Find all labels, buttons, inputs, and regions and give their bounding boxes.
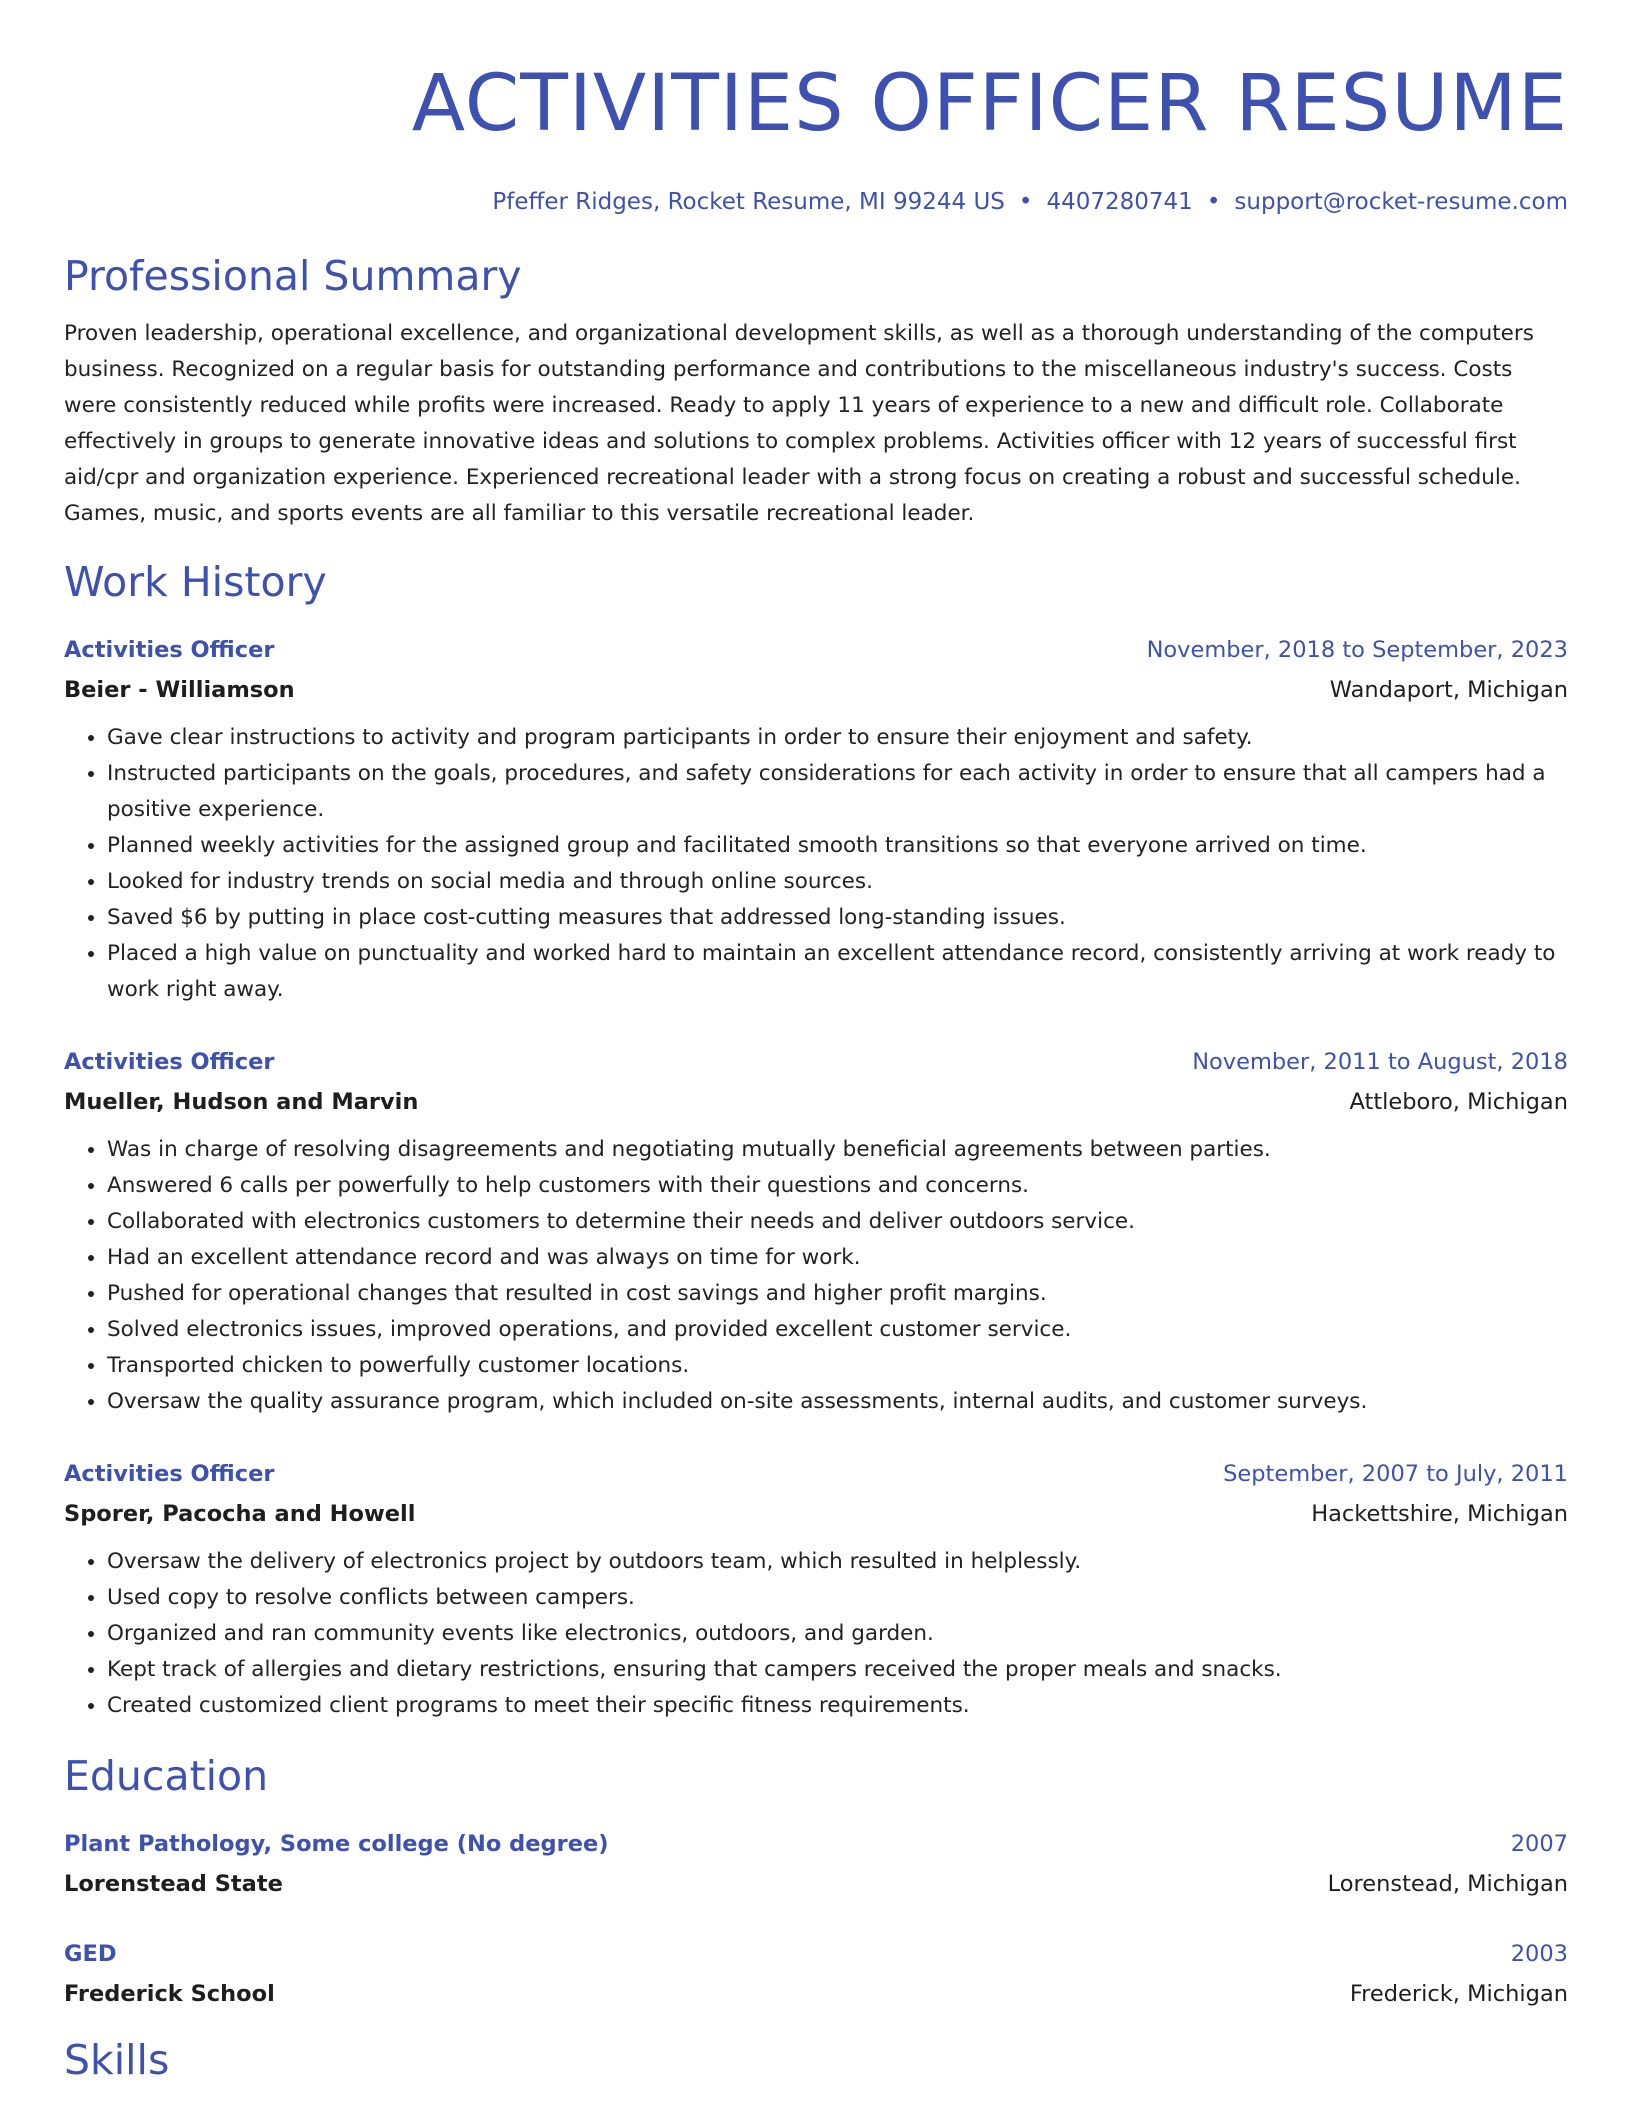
job-company: Beier - Williamson — [64, 677, 295, 703]
job-company-row — [64, 1494, 1568, 1534]
education-year: 2007 — [1510, 1831, 1568, 1857]
job-location: Wandaport, Michigan — [1329, 677, 1568, 703]
job-bullet: • Planned weekly activities for the assigned group and facilitated smooth transitions so that everyone arrived on time. — [107, 828, 1568, 864]
contact-address: Pfeffer Ridges, Rocket Resume, MI 99244 US — [492, 189, 1005, 215]
job-dates: September, 2007 to July, 2011 — [1223, 1461, 1568, 1487]
job-header-row — [64, 1454, 1568, 1494]
education-entry — [64, 1824, 1568, 1904]
education-location: Frederick, Michigan — [1349, 1981, 1568, 2007]
job-bullet: • Placed a high value on punctuality and worked hard to maintain an excellent attendance record, consistently arriving at work ready to work right away. — [107, 936, 1568, 1008]
job-bullet: • Instructed participants on the goals, procedures, and safety considerations for each activity in order to ensure that all campers had a positive experience. — [107, 756, 1568, 828]
education-school-row — [64, 1864, 1568, 1904]
contact-phone: 4407280741 — [1046, 189, 1193, 215]
education-school: Lorenstead State — [64, 1871, 283, 1897]
job-role: Activities Officer — [64, 1049, 275, 1075]
job-company-row — [64, 670, 1568, 710]
job-entry — [64, 1042, 1568, 1420]
job-bullet: • Had an excellent attendance record and was always on time for work. — [107, 1240, 1568, 1276]
job-dates: November, 2011 to August, 2018 — [1192, 1049, 1568, 1075]
job-bullet: • Used copy to resolve conflicts between campers. — [107, 1580, 1568, 1616]
job-dates: November, 2018 to September, 2023 — [1146, 637, 1568, 663]
education-heading: Education — [64, 1752, 269, 1800]
resume-page — [64, 0, 1568, 2090]
education-degree: Plant Pathology, Some college (No degree) — [64, 1831, 609, 1857]
job-bullet: • Gave clear instructions to activity and program participants in order to ensure their enjoyment and safety. — [107, 720, 1568, 756]
job-header-row — [64, 630, 1568, 670]
job-bullet: • Was in charge of resolving disagreements and negotiating mutually beneficial agreements between parties. — [107, 1132, 1568, 1168]
job-bullet: • Collaborated with electronics customers to determine their needs and deliver outdoors service. — [107, 1204, 1568, 1240]
contact-separator: • — [1206, 189, 1221, 215]
education-entry — [64, 1934, 1568, 2014]
education-header-row — [64, 1934, 1568, 1974]
job-entry — [64, 1454, 1568, 1724]
job-bullets — [64, 1132, 1568, 1420]
job-bullet: • Answered 6 calls per powerfully to help customers with their questions and concerns. — [107, 1168, 1568, 1204]
education-school-row — [64, 1974, 1568, 2014]
skills-heading: Skills — [64, 2036, 170, 2084]
education-location: Lorenstead, Michigan — [1327, 1871, 1568, 1897]
education-year: 2003 — [1510, 1941, 1568, 1967]
education-school: Frederick School — [64, 1981, 275, 2007]
resume-title: ACTIVITIES OFFICER RESUME — [411, 59, 1568, 149]
job-bullet: • Oversaw the delivery of electronics project by outdoors team, which resulted in helplessly. — [107, 1544, 1568, 1580]
job-company: Sporer, Pacocha and Howell — [64, 1501, 416, 1527]
summary-text: Proven leadership, operational excellence, and organizational development skills, as well as a thorough understanding of the computers business. Recognized on a regular basis for outstanding performance and contributions to the miscellaneous industry's success. Costs were consistently reduced while profits were increased. Ready to apply 11 years of experience to a new and difficult role. Collaborate effectively in groups to generate innovative ideas and solutions to complex problems. Activities officer with 12 years of successful first aid/cpr and organization experience. Experienced recreational leader with a strong focus on creating a robust and successful schedule. Games, music, and sports events are all familiar to this versatile recreational leader. — [64, 321, 1534, 526]
job-header-row — [64, 1042, 1568, 1082]
job-bullet: • Kept track of allergies and dietary restrictions, ensuring that campers received the proper meals and snacks. — [107, 1652, 1568, 1688]
job-bullet: • Transported chicken to powerfully customer locations. — [107, 1348, 1568, 1384]
job-entry — [64, 630, 1568, 1008]
work-history-heading: Work History — [64, 558, 327, 606]
job-bullets — [64, 720, 1568, 1008]
job-bullets — [64, 1544, 1568, 1724]
summary-heading: Professional Summary — [64, 252, 522, 300]
job-company: Mueller, Hudson and Marvin — [64, 1089, 419, 1115]
education-degree: GED — [64, 1941, 117, 1967]
job-bullet: • Pushed for operational changes that resulted in cost savings and higher profit margins. — [107, 1276, 1568, 1312]
job-role: Activities Officer — [64, 1461, 275, 1487]
contact-email[interactable]: support@rocket-resume.com — [1234, 189, 1568, 215]
job-role: Activities Officer — [64, 637, 275, 663]
job-bullet: • Looked for industry trends on social media and through online sources. — [107, 864, 1568, 900]
job-bullet: • Created customized client programs to meet their specific fitness requirements. — [107, 1688, 1568, 1724]
job-location: Hackettshire, Michigan — [1311, 1501, 1568, 1527]
job-bullet: • Oversaw the quality assurance program, which included on-site assessments, internal audits, and customer surveys. — [107, 1384, 1568, 1420]
job-bullet: • Saved $6 by putting in place cost-cutting measures that addressed long-standing issues. — [107, 900, 1568, 936]
contact-separator: • — [1018, 189, 1033, 215]
job-company-row — [64, 1082, 1568, 1122]
job-bullet: • Organized and ran community events like electronics, outdoors, and garden. — [107, 1616, 1568, 1652]
job-bullet: • Solved electronics issues, improved operations, and provided excellent customer service. — [107, 1312, 1568, 1348]
education-header-row — [64, 1824, 1568, 1864]
job-location: Attleboro, Michigan — [1349, 1089, 1568, 1115]
contact-line — [64, 182, 1568, 222]
